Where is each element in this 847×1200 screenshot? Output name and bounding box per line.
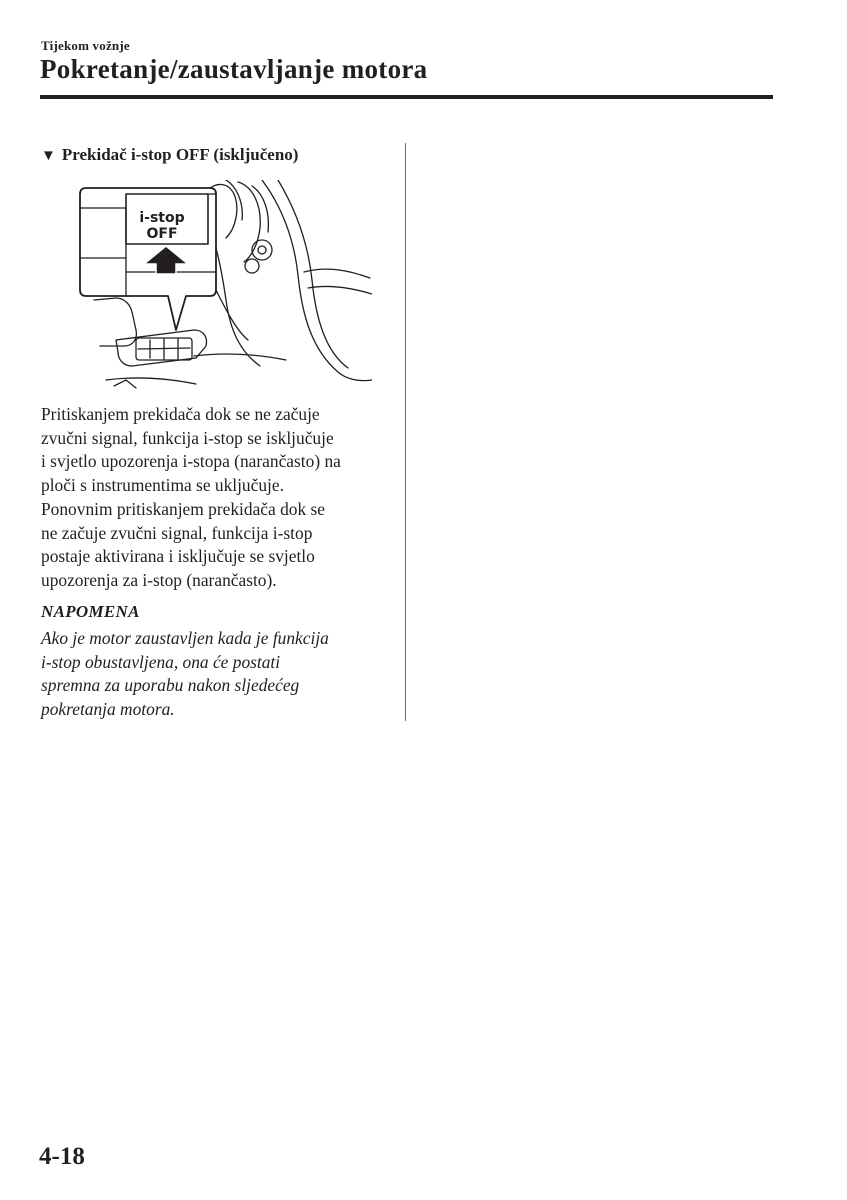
body-line: Pritiskanjem prekidača dok se ne začuje <box>41 404 320 424</box>
note-line: spremna za uporabu nakon sljedećeg <box>41 675 300 696</box>
body-line: Ponovnim pritiskanjem prekidača dok se <box>41 498 325 519</box>
body-line: zvučni signal, funkcija i-stop se isključuje <box>41 427 334 448</box>
column-divider <box>405 143 406 721</box>
steering-wheel-shape <box>262 180 372 381</box>
triangle-marker-icon: ▼ <box>41 148 56 164</box>
page-number: 4-18 <box>39 1143 85 1170</box>
subsection-heading-text: Prekidač i-stop OFF (isključeno) <box>61 145 299 164</box>
body-line: ne začuje zvučni signal, funkcija i-stop <box>41 522 313 543</box>
subsection-heading <box>41 145 298 165</box>
body-line: ploči s instrumentima se uključuje. <box>41 475 284 496</box>
istop-label-line2: OFF <box>146 226 178 242</box>
istop-switch-illustration <box>76 180 372 395</box>
page-title: Pokretanje/zaustavljanje motora <box>40 54 428 84</box>
note-text <box>41 627 396 722</box>
body-line: upozorenja za i-stop (narančasto). <box>41 569 277 590</box>
title-rule <box>40 95 773 99</box>
note-line: i-stop obustavljena, ona će postati <box>41 651 281 672</box>
note-line: Ako je motor zaustavljen kada je funkcija <box>41 628 329 648</box>
body-line: postaje aktivirana i isključuje se svjetlo <box>41 546 315 567</box>
chapter-label: Tijekom vožnje <box>41 38 130 53</box>
note-heading: NAPOMENA <box>41 602 140 621</box>
istop-label-line1: i-stop <box>139 210 185 226</box>
body-line: i svjetlo upozorenja i-stopa (narančasto) na <box>41 451 341 472</box>
body-text <box>41 403 391 593</box>
note-line: pokretanja motora. <box>41 699 175 720</box>
